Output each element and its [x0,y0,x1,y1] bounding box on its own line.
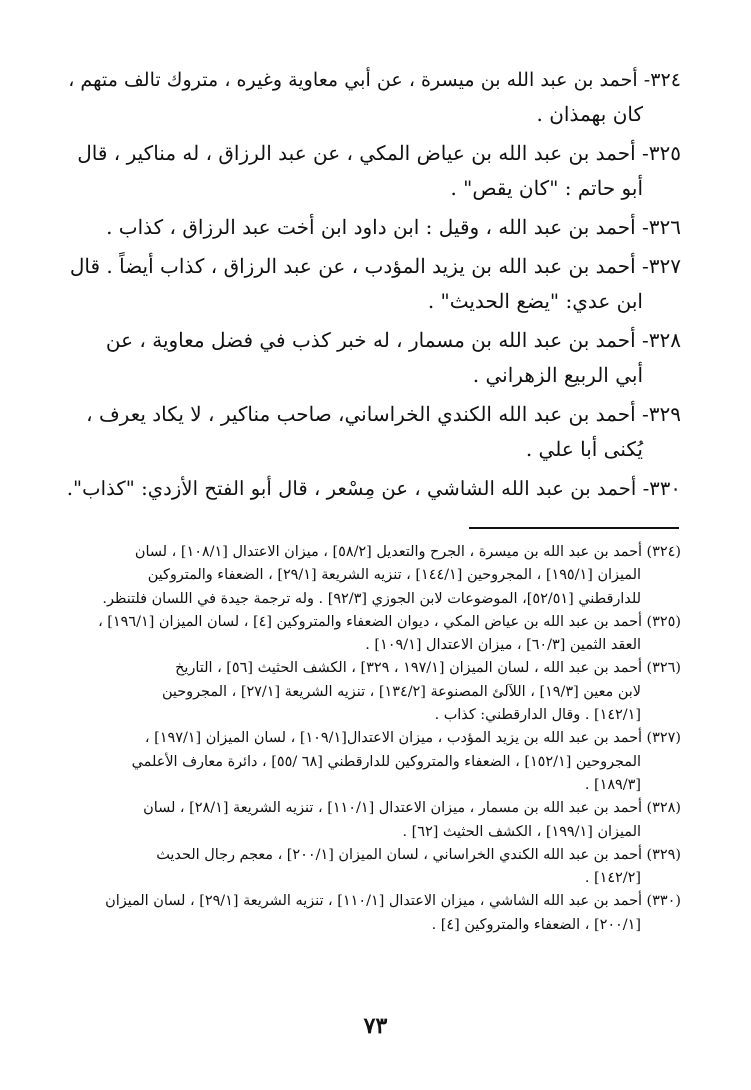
footnote [66,657,681,727]
footnote [66,611,681,658]
footnote-line: الميزان [١٩٩/١] ، الكشف الحثيث [٦٢] . [402,823,641,840]
entry-line: ٣٢٥- أحمد بن عبد الله بن عياض المكي ، عن عبد الرزاق ، له مناكير ، قال [77,141,681,165]
footnote-line: الميزان [١٩٥/١] ، المجروحين [١٤٤/١] ، تنزيه الشريعة [٢٩/١] ، الضعفاء والمتروكين [147,567,641,584]
entry-line: ابن عدي: "يضع الحديث" . [427,289,643,313]
entry-line: يُكنى أبا علي . [525,437,643,461]
entry-line: ٣٢٨- أحمد بن عبد الله بن مسمار ، له خبر كذب في فضل معاوية ، عن [105,328,681,352]
footnote-line: (٣٢٨) أحمد بن عبد الله بن مسمار ، ميزان الاعتدال [١١٠/١] ، تنزيه الشريعة [٢٨/١] ، لسان [143,800,681,817]
entry-line: ٣٢٦- أحمد بن عبد الله ، وقيل : ابن داود ابن أخت عبد الرزاق ، كذاب . [106,215,681,239]
footnote [66,890,681,937]
footnote [66,797,681,844]
entry [66,323,681,393]
entry [66,249,681,319]
entry [66,397,681,467]
footnote-line: (٣٢٩) أحمد بن عبد الله الكندي الخراساني ، لسان الميزان [٢٠٠/١] ، معجم رجال الحديث [156,846,681,863]
footnote-line: العقد الثمين [٦٠/٣] ، ميزان الاعتدال [١٠٩/١] . [365,637,641,654]
entry [66,136,681,206]
footnote-line: للدارقطني [٥٢/٥١]، الموضوعات لابن الجوزي [٩٢/٣] . وله ترجمة جيدة في اللسان فلتنظر. [102,590,641,607]
footnotes-list [66,541,681,937]
entry [66,210,681,245]
entry-line: ٣٢٧- أحمد بن عبد الله بن يزيد المؤدب ، عن عبد الرزاق ، كذاب أيضاً . قال [69,254,681,278]
footnote [66,844,681,891]
footnote-line: المجروحين [١٥٢/١] ، الضعفاء والمتروكين للدارقطني [٦٨ /٥٥] ، دائرة معارف الأعلمي [131,753,641,770]
footnote [66,541,681,611]
entry-line: ٣٢٤- أحمد بن عبد الله بن ميسرة ، عن أبي معاوية وغيره ، متروك تالف متهم ، [68,68,681,91]
footnote-line: (٣٣٠) أحمد بن عبد الله الشاشي ، ميزان الاعتدال [١١٠/١] ، تنزيه الشريعة [٢٩/١] ، لسان الميزان [105,893,681,910]
footnote-separator [469,527,679,529]
footnote-line: (٣٢٥) أحمد بن عبد الله بن عياض المكي ، ديوان الضعفاء والمتروكين [٤] ، لسان الميزان [١٩٦/١] ، [98,613,681,630]
entry-line: أبي الربيع الزهراني . [472,363,643,387]
entry-line: كان بهمذان . [536,102,643,126]
footnote-line: لابن معين [١٩/٣] ، اللآلئ المصنوعة [١٣٤/٢] ، تنزيه الشريعة [٢٧/١] ، المجروحين [161,683,641,700]
footnote-line: (٣٢٦) أحمد بن عبد الله ، لسان الميزان [١٩٧/١ ، ٣٢٩] ، الكشف الحثيث [٥٦] ، التاريخ [175,660,681,677]
entry [66,62,681,132]
footnote-line: [١٨٩/٣] . [584,776,641,793]
footnote-line: [٢٠٠/١] ، الضعفاء والمتروكين [٤] . [431,916,641,933]
page-number: ٧٣ [363,1013,388,1039]
footnote-line: [١٤٢/١] . وقال الدارقطني: كذاب . [434,707,641,724]
footnote [66,727,681,797]
entry [66,471,681,506]
entry-line: ٣٣٠- أحمد بن عبد الله الشاشي ، عن مِسْعر ، قال أبو الفتح الأزدي: "كذاب". [66,477,681,500]
footnote-line: [١٤٢/٢] . [584,870,641,887]
entries-list [66,62,681,510]
entry-line: ٣٢٩- أحمد بن عبد الله الكندي الخراساني، صاحب مناكير ، لا يكاد يعرف ، [86,402,681,426]
footnote-line: (٣٢٤) أحمد بن عبد الله بن ميسرة ، الجرح والتعديل [٥٨/٢] ، ميزان الاعتدال [١٠٨/١] ، لسان [134,544,681,560]
footnote-line: (٣٢٧) أحمد بن عبد الله بن يزيد المؤدب ، ميزان الاعتدال[١٠٩/١] ، لسان الميزان [١٩٧/١] ، [144,730,681,747]
entry-line: أبو حاتم : "كان يقص" . [450,176,643,200]
